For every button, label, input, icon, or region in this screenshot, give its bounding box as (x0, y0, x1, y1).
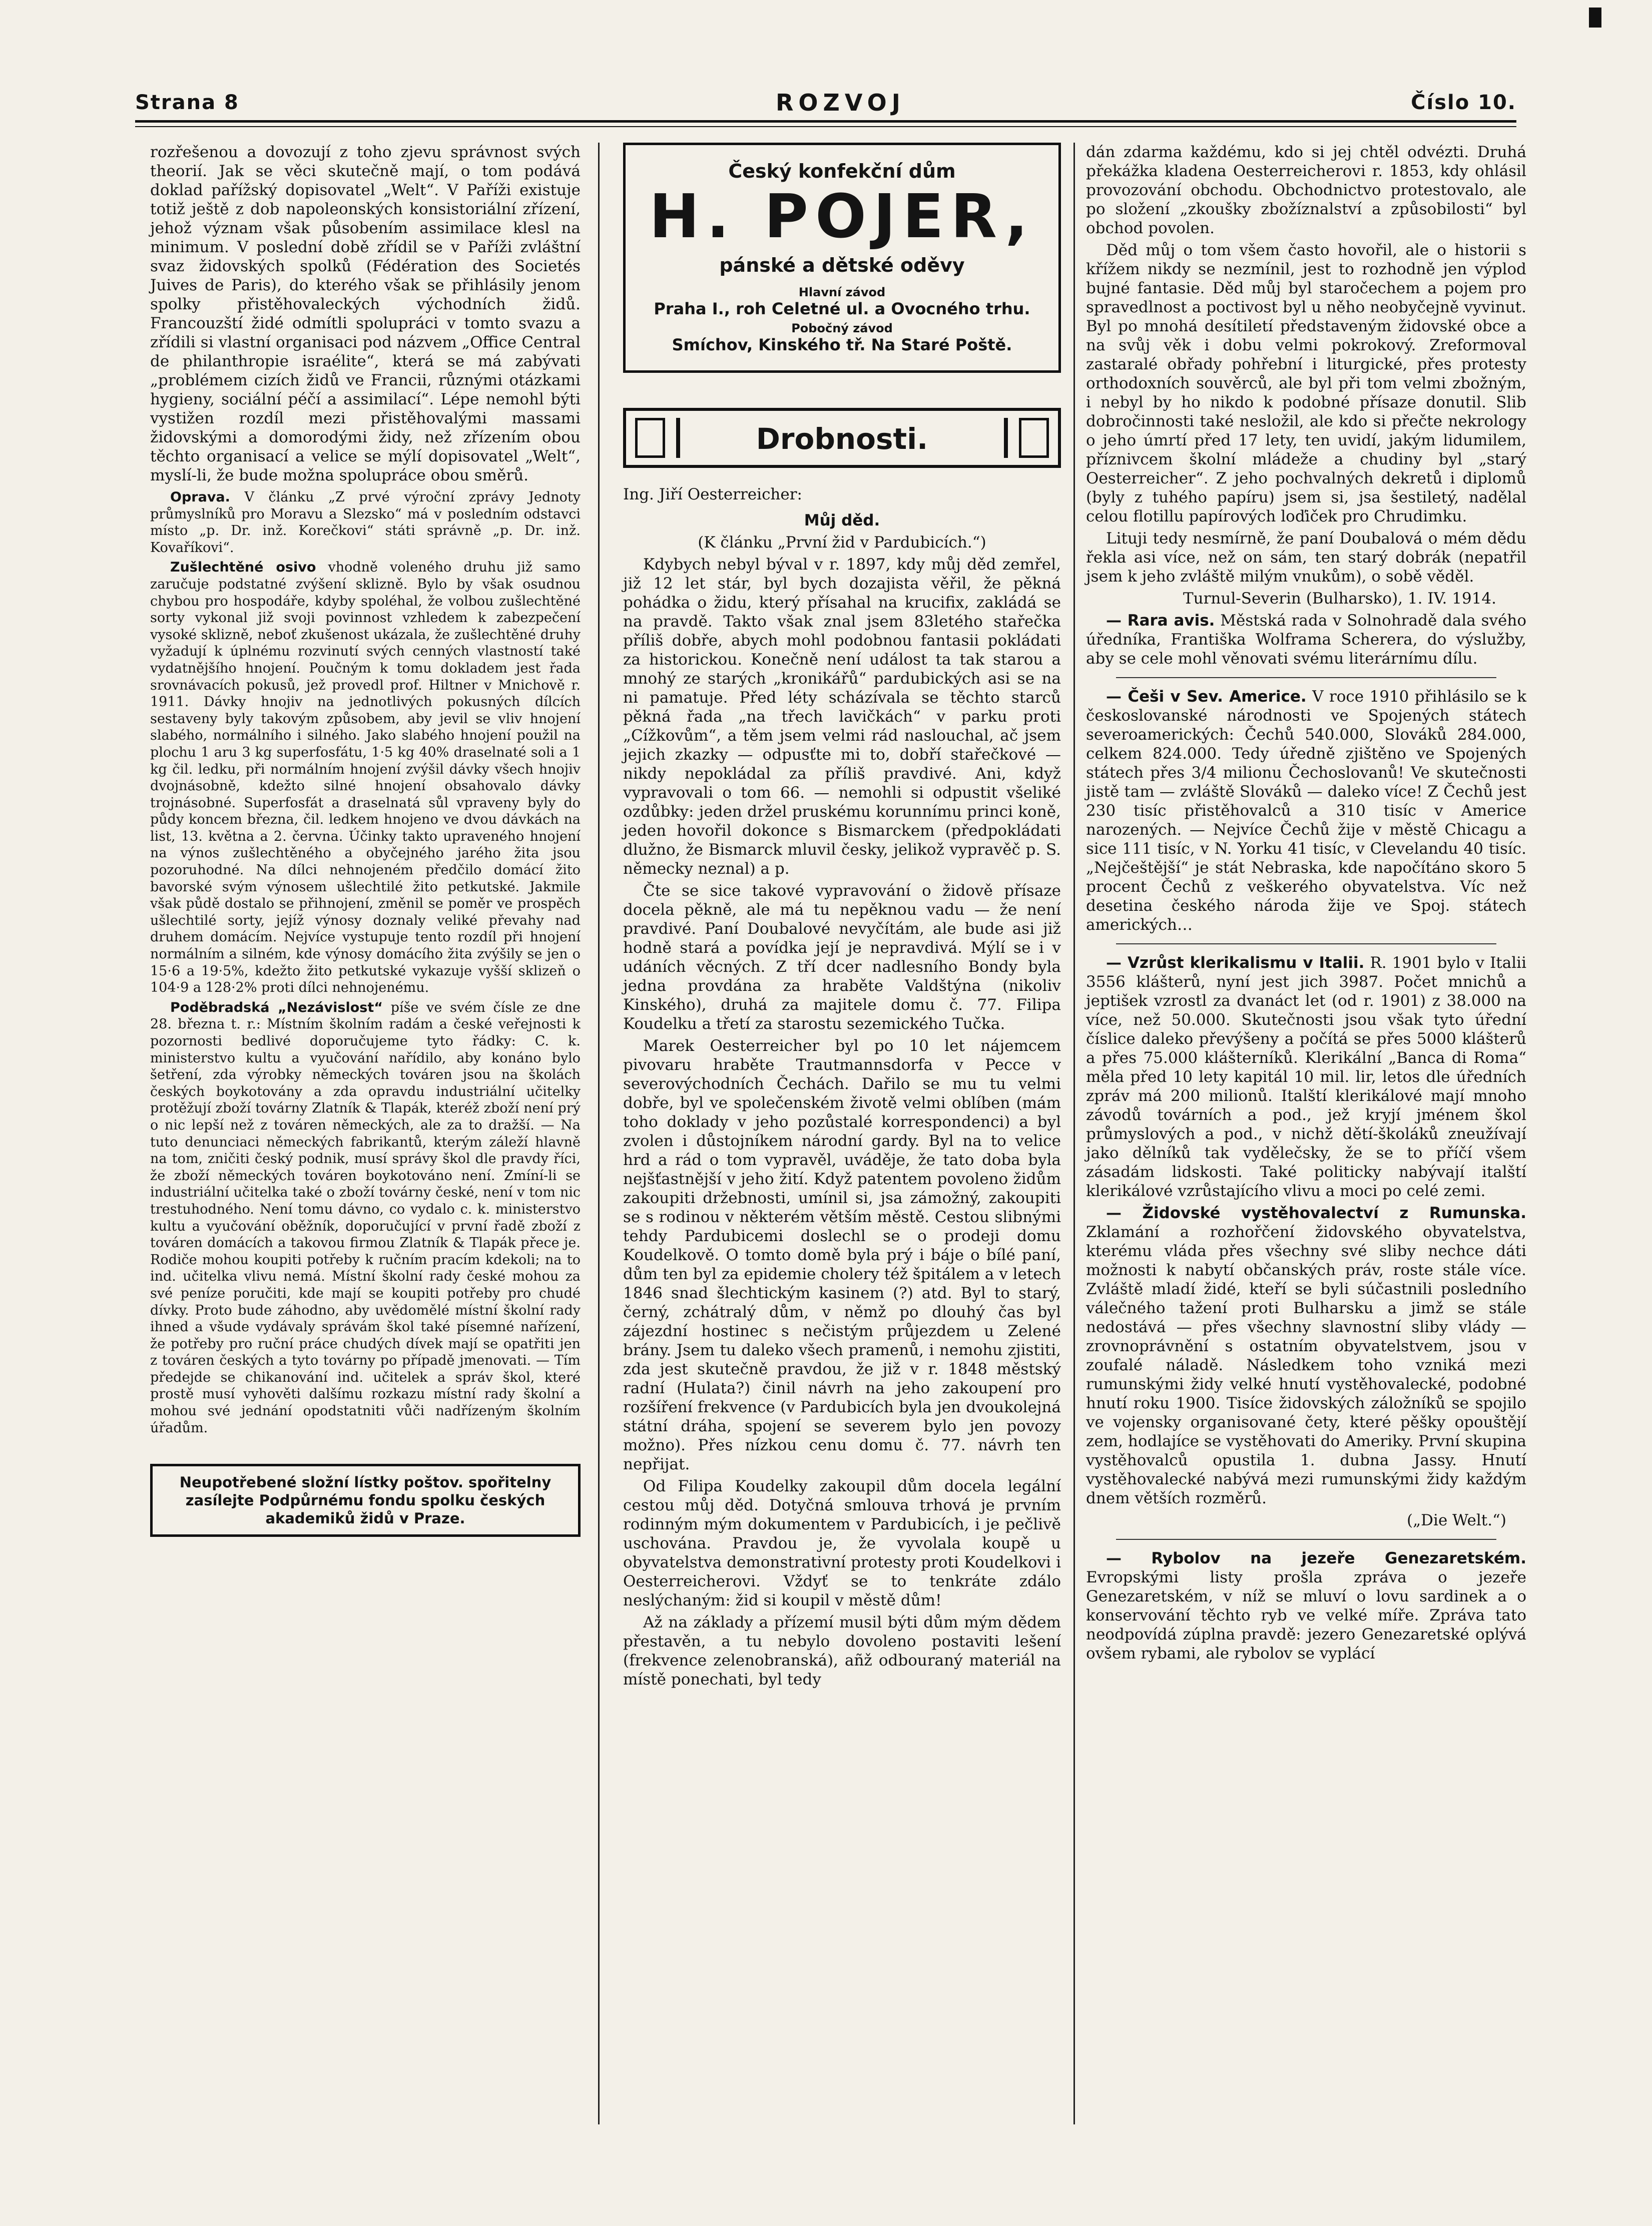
notice-box (150, 1464, 581, 1537)
ad-label: Pobočný závod (791, 321, 893, 335)
column-1 (150, 143, 581, 1537)
article-muj-ded-cont (1086, 143, 1526, 608)
paragraph: R. 1901 bylo v Italii 3556 klášterů, nyní jest jich 3987. Počet mnichů a jeptišek vzrostl za dvanáct let (od r. 1901) z 38.000 na více, než 50.000. Skutečnosti jsou však tyto úřední číslice daleko převýšeny a počítá se přes 5000 klášterů a přes 75.000 klášterníků. Klerikální „Banca di Roma“ měla před 10 lety kapitál 10 mil. lir, letos dle úředních zpráv má 200 milionů. Italští klerikálové mají mnoho závodů továrních a pod., jež kryjí jménem škol průmyslových a pod., v nichž dětí-školáků zneužívají jako dělníků tak vydělečsky, že se to příčí všem zásadám lidskosti. Také politicky nabývají italští klerikálové vzrůstajícího vlivu a moci po celé zemi. (1086, 954, 1526, 1200)
column-divider (1073, 143, 1075, 2124)
article-french-jews (150, 143, 581, 485)
column-2 (623, 143, 1061, 1692)
paragraph: Městská rada v Solnohradě dala svého úředníka, Františka Wolframa Scherera, do výslužby, aby se cele mohl věnovati svému literárnímu dílu. (1086, 612, 1527, 668)
paragraph: Od Filipa Koudelky zakoupil dům docela legální cestou můj děd. Dotyčná smlouva trhová je prvním rodinným mým dokumentem v Pardubicích, i je pečlivě uschována. Pravdou je, že vyvolala koupě u obyvatelstva demonstrativní protesty proti Koudelkovi i Oesterreicherovi. Vždyť se to tenkráte zdálo neslýchaným: žid si koupil v městě dům! (623, 1477, 1061, 1609)
author: Ing. Jiří Oesterreicher: (623, 485, 802, 503)
article-osivo (150, 559, 581, 996)
lead-oprava: Oprava. (170, 489, 230, 505)
ad-address: Smíchov, Kinského tř. Na Staré Poště. (672, 335, 1012, 354)
ad-line: pánské a dětské oděvy (719, 254, 965, 276)
article-cesi (1086, 687, 1526, 934)
issue-number: Číslo 10. (1411, 91, 1516, 114)
lead-rybolov: — Rybolov na jezeře Genezaretském. (1106, 1549, 1526, 1567)
lead-rumunsko: — Židovské vystěhovalectví z Rumunska. (1106, 1204, 1526, 1222)
paragraph: rozřešenou a dovozují z toho zjevu správnost svých theorií. Jak se věci skutečně mají, o tom podává doklad pařížský dopisovatel „Welt“. V Paříži existuje totiž ještě z dob napoleonských konsistoriální zřízení, jehož význam však působením assimilace klesl na minimum. V poslední době zřídil se v Paříži zvláštní svaz židovských spolků (Fédération des Societés Juives de Paris), do kterého však se přihlásily jenom spolky přistěhovaleckých východních židů. Francouzští židé odmítli spolupráci v tomto svazu a zřídili si vlastní organisaci pod názvem „Office Central de philanthropie israélite“, která se má zabývati „problémem cizích židů ve Francii, různými otázkami hygieny, sociální péčí a assimilací“. Lépe nemohl býti vystižen rozdíl mezi přistěhovalými massami židovskými a domorodými židy, než zřízením obou těchto organisací a velice se mýlí dopisovatel „Welt“, myslí-li, že bude možna spolupráce obou směrů. (150, 143, 581, 484)
lead-osivo: Zušlechtěné osivo (170, 560, 316, 576)
paragraph: V článku „Z prvé výroční zprávy Jednoty průmyslníků pro Moravu a Slezsko“ má v posledním odstavci místo „p. Dr. inž. Korečkovi“ státi správně „p. Dr. inž. Kovaříkovi“. (150, 489, 581, 555)
paragraph: Až na základy a přízemí musil býti dům mým dědem přestavěn, a tu nebylo dovoleno postaviti lešení (frekvence zelenobranská), añž odbouraný materiál na místě ponechati, byl tedy (623, 1613, 1061, 1689)
article-muj-ded (623, 485, 1061, 1689)
paragraph: Evropskými listy prošla zpráva o jezeře Genezaretském, v níž se mluví o lovu sardinek a o konservování těchto ryb ve velké míře. Zpráva tato neodpovídá zúplna pravdě: jezero Genezaretské oplývá ovšem rybami, ale rybolov se vyplácí (1086, 1568, 1526, 1662)
article-rybolov (1086, 1549, 1526, 1663)
page-header (135, 85, 1516, 120)
paragraph: Zklamání a rozhořčení židovského obyvatelstva, kterému vláda přes všechny své sliby nechce dáti možnosti k nabytí občanských práv, roste stále více. Zvláště mladí židé, kteří se byli súčastnili posledního válečného tažení proti Bulharsku a jimž se stále nedostává — přes všechny slavnostní sliby vlády — zrovnoprávnění s ostatním obyvatelstvem, jsou v zoufalé náladě. Následkem toho vzniká mezi rumunskými židy velké hnutí vystěhovalecké, podobné hnutí roku 1900. Tisíce židovských záložníků se spojilo ve vojensky organisované čety, které pěšky opouštějí zem, hodlajíce se vystěhovati do Ameriky. První skupina vystěhovalců opustila 1. dubna Jassy. Hnutí vystěhovalecké nabývá mezi rumunskými židy každým dnem větších rozměrů. (1086, 1223, 1526, 1507)
scan-mark (1589, 8, 1601, 28)
lead-cesi: — Češi v Sev. Americe. (1106, 688, 1307, 706)
divider (1116, 1539, 1496, 1540)
newspaper-title: ROZVOJ (776, 89, 905, 116)
source: („Die Welt.“) (1407, 1511, 1506, 1529)
article-oprava (150, 489, 581, 556)
lead-nezavislost: Poděbradská „Nezávislost“ (170, 999, 383, 1015)
article-title: Můj děd. (804, 511, 880, 529)
article-subtitle: (K článku „První žid v Pardubicích.“) (698, 533, 986, 551)
paragraph: dán zdarma každému, kdo si jej chtěl odvézti. Druhá překážka kladena Oesterreicherovi r. 1853, kdy ohlásil provozování obchodu. Obchodnictvo protestovalo, ale po složení „zkoušky zbožíznalství a způsobilosti“ byl obchod povolen. (1086, 143, 1526, 237)
advertisement-pojer (623, 143, 1061, 373)
paragraph: vhodně voleného druhu již samo zaručuje podstatné zvýšení sklizně. Bylo by však osudnou chybou pro hospodáře, kdyby spoléhal, že volbou zušlechtěné sorty vykonal již svoji povinnost vzhledem k zabezpečení vysoké sklizně, neboť zkušenost ukázala, že zušlechtěné druhy vyžadují k úplnému rozvinutí svých cenných vlastností také vydatnějšího hnojení. Poučným k tomu dokladem jest řada srovnávacích pokusů, jež provedl prof. Hiltner v Mnichově r. 1911. Dávky hnojiv na jednotlivých pokusných dílcích sestaveny byly takovým způsobem, aby jevil se vliv hnojení slabého, normálního i silného. Jako slabého hnojení použil na plochu 1 aru 3 kg superfosfátu, 1·5 kg 40% draselnaté soli a 1 kg čil. ledku, při normálním hnojení zvýšil dávky všech hnojiv dvojnásobně, kdežto silné hnojení obsahovalo dávky trojnásobné. Superfosfát a draselnatá sůl vpraveny byly do půdy koncem března, čil. ledkem hnojeno ve dvou dávkách na list, 13. května a 2. června. Účinky takto upraveného hnojení na výnos zušlechtěného a obyčejného jarého žita jsou pozoruhodné. Na dílci nehnojeném předčilo domácí žito bavorské svým výnosem ušlechtilé žito petkutské. Jakmile však půdě dostalo se přihnojení, změnil se poměr ve prospěch ušlechtilé sorty, jejíž výnosy doznaly veliké převahy nad druhem domácím. Nejvíce vystupuje tento rozdíl při hnojení normálním a silném, kde výnosy domácího žita zvýšily se jen o 15·6 a 19·5%, kdežto žito petkutské vykazuje vyšší sklizeň o 104·9 a 128·2% proti dílci nehnojenému. (150, 560, 581, 996)
column-divider (598, 143, 600, 2124)
header-rule-thin (135, 126, 1516, 127)
ad-label: Hlavní závod (798, 285, 886, 299)
lead-rara: — Rara avis. (1106, 612, 1215, 630)
article-rumunsko (1086, 1204, 1526, 1530)
header-rule (135, 120, 1516, 123)
ornament-box (1019, 418, 1049, 458)
paragraph: Marek Oesterreicher byl po 10 let nájemcem pivovaru hraběte Trautmannsdorfa v Pecce v severovýchodních Čechách. Dařilo se mu tu velmi dobře, byl ve společenském životě velmi oblíben (mám toho doklady v jeho pozůstalé korrespondenci) a byl zvolen i důstojníkem národní gardy. Byl na to velice hrd a rád o tom vypravěl, uváděje, že tato doba byla nejšťastnější v jeho žití. Když patentem povoleno židům zakoupiti držebnosti, umínil si, jsa zámožný, zakoupiti se s rodinou v některém větším městě. Cestou slibnými tehdy Pardubicemi doslechl se o prodeji domu Koudelkově. O tomto domě byla prý i báje o bílé paní, dům ten byl za epidemie cholery též špitálem a v letech 1846 snad šlechtickým kasinem (?) atd. Byl to starý, černý, zchátralý dům, v němž po dlouhý čas byl zájezdní hostinec s nečistým průjezdem u Zelené brány. Jsem tu dalekо všech pramenů, i nemohu zjistiti, zda jest skutečně pravdou, že již v r. 1848 městský radní (Hulata?) činil návrh na jeho zakoupení pro rozšíření frekvence (v Pardubicích byla jen dvoukolejná státní dráha, spojení se severem bylo jen povozy možno). Přes nízkou cenu domu č. 77. návrh ten nepřijat. (623, 1037, 1061, 1473)
paragraph: Čte se sice takové vypravování o židově přísaze docela pěkně, ale má tu nepěknou vadu — že není pravdivé. Paní Doubalové nevyčítám, ale bude asi již hodně stará a povídka její je nepravdivá. Mýlí se i v udáních věcných. Z tří dcer nadlesního Bondy byla jedna provdána za hraběte Valdštýna (nikoliv Kinského), druhá za majitele domu č. 77. Filipa Koudelku a třetí za starostu sezemického Tučka. (623, 882, 1061, 1033)
ornament-bar (1004, 418, 1008, 458)
ad-brand: H. POJER, (649, 182, 1035, 252)
paragraph: Děd můj o tom všem často hovořil, ale o historii s křížem nikdy se nezmínil, jest to rozhodně jen výplod bujné fantasie. Děd můj byl staročechem a pojem pro spravedlnost a poctivost byl u něho neobyčejně vyvinut. Byl po mnohá desítiletí představeným židovské obce a na svůj věk i dobu velmi pokrokový. Zreformoval zastaralé obřady pohřební i liturgické, přes protesty orthodoxních souvěrců, ale byl při tom velmi zbožným, i nebyl by ho nikdo k podobné přísaze donutil. Slib dobročinnosti také nesložil, ale kdo si přečte nekrology o jeho úmrtí před 17 lety, ten uvidí, jakým lidumilem, příznivcem školní mládeže a chudiny byl „starý Oesterreicher“. Z jeho pochvalných dekretů i diplomů (byly z tuhého papíru) jsem si, jsa šestiletý, nadělal celou flotillu papírových loďiček pro Chrudimku. (1086, 241, 1526, 525)
paragraph: Lituji tedy nesmírně, že paní Doubalová o mém dědu řekla asi více, než on sám, ten starý dobrák (nepatřil jsem k jeho zvláště milým vnukům), o sobě věděl. (1086, 529, 1526, 586)
divider (1116, 677, 1496, 678)
article-klerikalismus (1086, 953, 1526, 1201)
paragraph: píše ve svém čísle ze dne 28. března t. r.: Místním školním radám a české veřejnosti k pozornosti bedlivé doporučujeme tyto řádky: C. k. ministerstvo kultu a vyučování nařídilo, aby konáno bylo šetření, zda výrobky německých továren jsou na školách českých boykotovány a zda opravdu industriální učitelky protěžují zboží továrny Zlatník & Tlapák, kteréž zboží není prý o nic lepší než z továren německých, ale za to dražší. — Na tuto denunciaci německých fabrikantů, kterým záleží hlavně na tom, zničiti český podnik, musí správy škol dle pravdy říci, že zboží německých továren boykotováno není. Zmíní-li se industriální učitelka také o zboží továrny české, není v tom nic trestuhodného. Není tomu dávno, co vydalo c. k. ministerstvo kultu a vyučování oběžník, doporučující v první řadě zboží z továren domácích a takovou firmou Zlatník & Tlapák přece je. Rodiče mohou koupiti potřeby k ručním pracím kdekoli; na to ind. učitelka vlivu nemá. Místní školní rady české mohou za své peníze poručiti, kde mají se koupiti potřeby pro chudé dívky. Proto bude záhodno, aby uvědomělé místní školní rady ihned a všude vydávaly správám škol také písemné nařízení, že potřeby pro ruční práce chudých dívek mají se opatřiti jen z továren českých a tyto továrny po případě jmenovati. — Tím předejde se chikanování ind. učitelek a správ škol, které prostě musí vyhověti dalšímu rozkazu místní rady školní a mohou své jednání opodstatniti vůči nadřízeným školním úřadům. (150, 999, 581, 1436)
section-title: Drobnosti. (756, 422, 928, 456)
page-number: Strana 8 (135, 91, 239, 114)
paragraph: Kdybych nebyl býval v r. 1897, kdy můj děd zemřel, již 12 let stár, byl bych dozajista věřil, že pěkná pohádka o židu, který přísahal na krucifix, zakládá se na pravdě. Takto však znal jsem 83letého stařečka příliš dobře, abych mohl podobnou fantasii pokládati za historickou. Konečně není událost ta tak starou a mnohý ze starých „kronikářů“ pardubických asi se na ni pamatuje. Před léty scházívala se těchto starců pěkná řada „na třech lavičkách“ v parku proti „Cížkovům“, a těm jsem velmi rád naslouchal, ač jsem jejich zkazky — odpusťte mi to, dobří stařečkové — nikdy nepokládal za příliš pravdivé. Ani, když vypravovali o tom 66. — nemohli si odpustit všeliké ozdůbky: jeden držel pruskému korunnímu princi koně, jeden hovořil dokonce s Bismarckem (předpokládati dlužno, že Bismarck mluvil česky, jelikož vypravěč p. S. německy neznal) a p. (623, 555, 1061, 878)
column-3 (1086, 143, 1526, 1666)
ad-line: Český konfekční dům (728, 160, 956, 182)
article-rara-avis (1086, 611, 1526, 668)
divider (1116, 943, 1496, 944)
signature: Turnul-Severin (Bulharsko), 1. IV. 1914. (1183, 590, 1496, 608)
article-nezavislost (150, 999, 581, 1436)
section-heading (623, 408, 1061, 468)
notice-text: Neupotřebené složní lístky poštov. spořitelny zasílejte Podpůrnému fondu spolku českých akademiků židů v Praze. (179, 1474, 552, 1527)
ad-address: Praha I., roh Celetné ul. a Ovocného trhu. (654, 299, 1030, 318)
lead-klerikalismus: — Vzrůst klerikalismu v Italii. (1106, 954, 1365, 972)
paragraph: V roce 1910 přihlásilo se k českoslovanské národnosti ve Spojených státech severoamerických: Čechů 540.000, Slováků 284.000, celkem 824.000. Tedy úředně zjištěno ve Spojených státech přes 3/4 milionu Čechoslovanů! Ve skutečnosti jistě tam — zvláště Slováků — daleko více! Z Čechů jest 230 tisíc přistěhovalců a 310 tisíc v Americe narozených. — Nejvíce Čechů žije v městě Chicagu a sice 111 tisíc, v N. Yorku 41 tisíc, v Clevelandu 40 tisíc. „Nejčeštější“ je stát Nebraska, kde napočítáno skoro 5 procent Čechů z veškerého obyvatelstva. Víc než desetina českého národa žije ve Spoj. státech amerických… (1086, 688, 1527, 934)
